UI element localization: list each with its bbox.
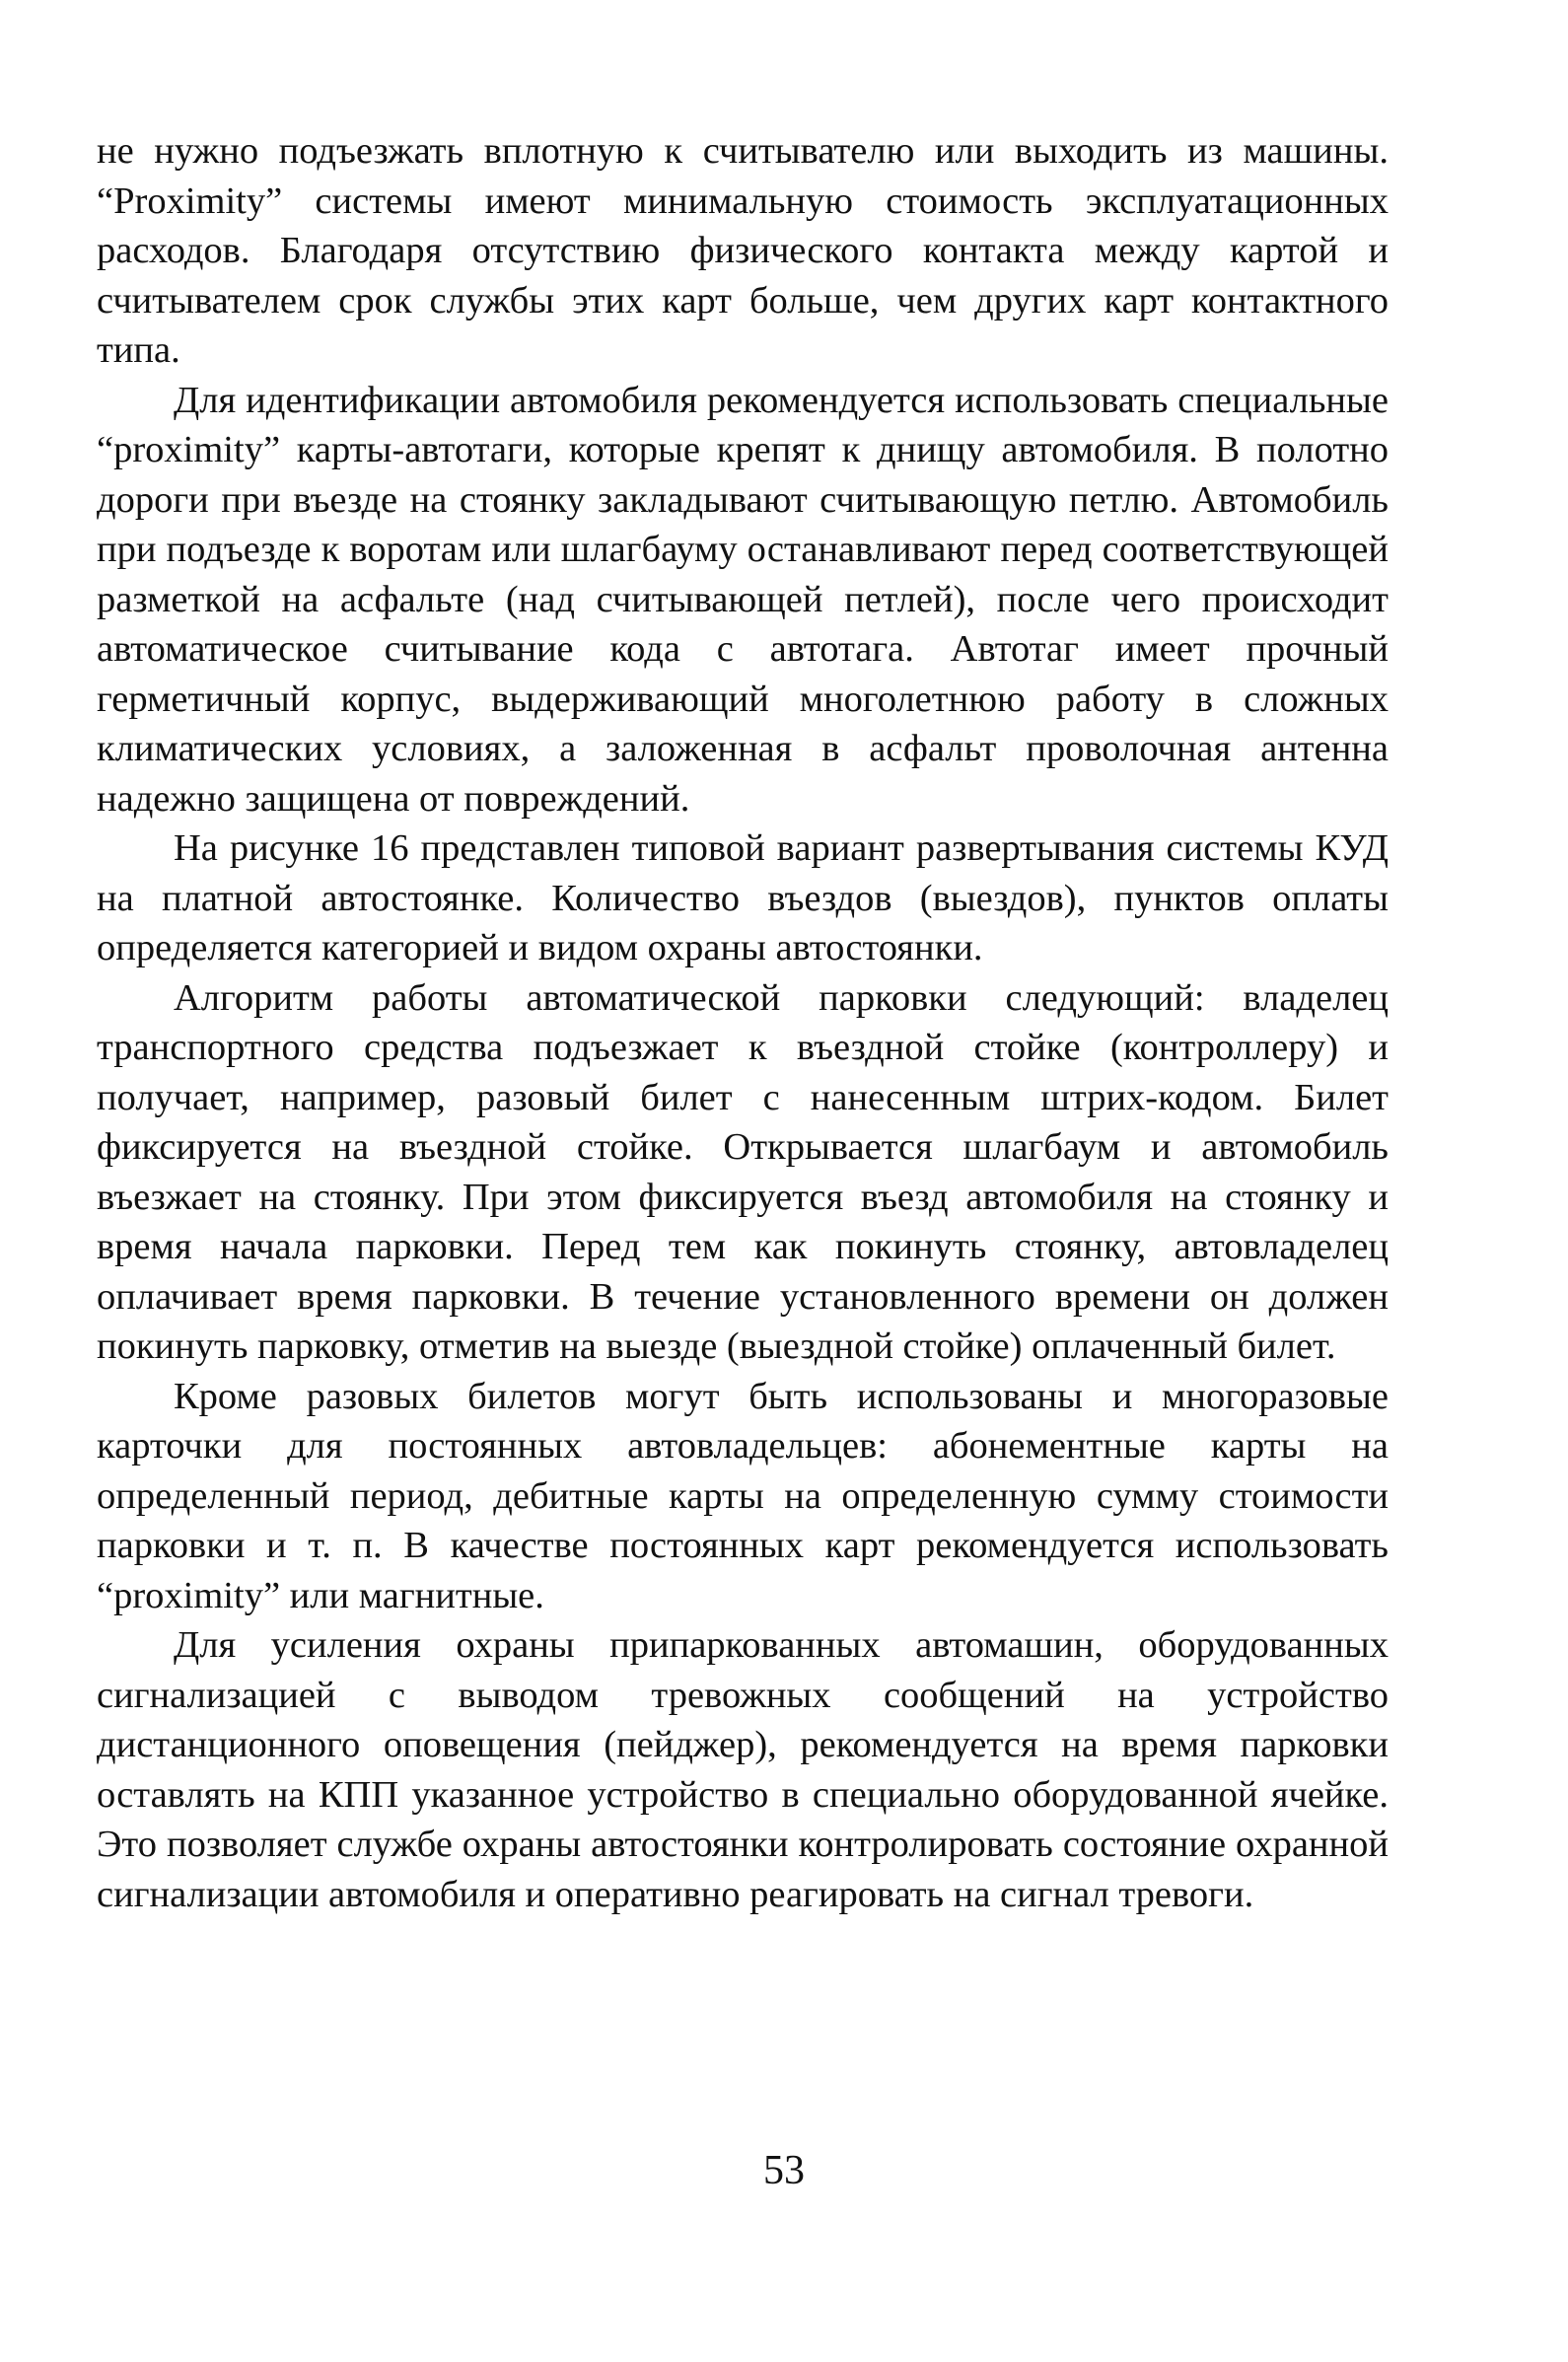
page-number: 53 <box>763 2148 805 2193</box>
paragraph-proximity-continuation: не нужно подъезжать вплотную к считывателю или выходить из машины. “Proximity” системы имеют минимальную стоимость эксплуатационных расходов. Благодаря отсутствию физического контакта между картой и считывателем срок службы этих карт больше, чем других карт контактного типа. <box>97 130 1389 371</box>
paragraph-parking-algorithm: Алгоритм работы автоматической парковки следующий: владелец транспортного средства подъезжает к въездной стойке (контроллеру) и получает, например, разовый билет с нанесенным штрих-кодом. Билет фиксируется на въездной стойке. Открывается шлагбаум и автомобиль въезжает на стоянку. При этом фиксируется въезд автомобиля на стоянку и время начала парковки. Перед тем как покинуть стоянку, автовладелец оплачивает время парковки. В течение установленного времени он должен покинуть парковку, отметив на выезде (выездной стойке) оплаченный билет. <box>97 976 1389 1367</box>
paragraph-vehicle-identification: Для идентификации автомобиля рекомендуется использовать специальные “proximity” карты-автотаги, которые крепят к днищу автомобиля. В полотно дороги при въезде на стоянку закладывают считывающую петлю. Автомобиль при подъезде к воротам или шлагбауму останавливают перед соответствующей разметкой на асфальте (над считывающей петлей), после чего происходит автоматическое считывание кода с автотага. Автотаг имеет прочный герметичный корпус, выдерживающий многолетнюю работу в сложных климатических условиях, а заложенная в асфальт проволочная антенна надежно защищена от повреждений. <box>97 379 1389 820</box>
body-text <box>97 126 1389 1919</box>
paragraph-alarm-security: Для усиления охраны припаркованных автомашин, оборудованных сигнализацией с выводом тревожных сообщений на устройство дистанционного оповещения (пейджер), рекомендуется на время парковки оставлять на КПП указанное устройство в специально оборудованной ячейке. Это позволяет службе охраны автостоянки контролировать состояние охранной сигнализации автомобиля и оперативно реагировать на сигнал тревоги. <box>97 1624 1389 1915</box>
paragraph-reusable-cards: Кроме разовых билетов могут быть использованы и многоразовые карточки для постоянных автовладельцев: абонементные карты на определенный период, дебитные карты на определенную сумму стоимости парковки и т. п. В качестве постоянных карт рекомендуется использовать “proximity” или магнитные. <box>97 1375 1389 1616</box>
paragraph-figure-reference: На рисунке 16 представлен типовой вариант развертывания системы КУД на платной автостоянке. Количество въездов (выездов), пунктов оплаты определяется категорией и видом охраны автостоянки. <box>97 827 1389 968</box>
